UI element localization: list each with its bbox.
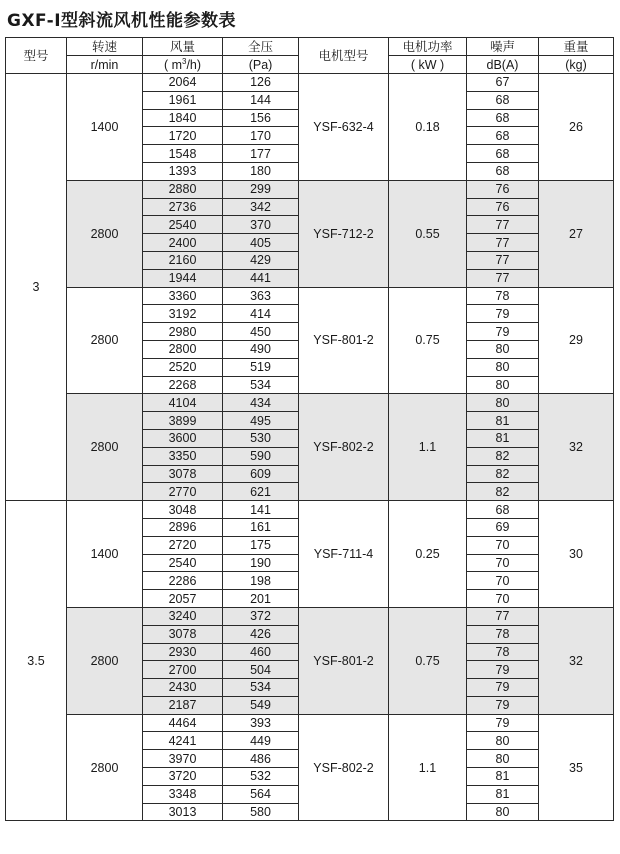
- pressure-cell: 156: [223, 109, 299, 127]
- pressure-cell: 495: [223, 412, 299, 430]
- model-cell: 3: [6, 74, 67, 501]
- power-cell: 0.75: [389, 287, 467, 394]
- flow-cell: 3899: [143, 412, 223, 430]
- flow-cell: 2770: [143, 483, 223, 501]
- weight-cell: 32: [539, 394, 614, 501]
- noise-cell: 76: [467, 180, 539, 198]
- weight-cell: 26: [539, 74, 614, 181]
- flow-cell: 2540: [143, 554, 223, 572]
- noise-cell: 78: [467, 287, 539, 305]
- flow-cell: 2736: [143, 198, 223, 216]
- noise-cell: 79: [467, 305, 539, 323]
- header-noise: 噪声: [467, 38, 539, 56]
- header-model: 型号: [6, 38, 67, 74]
- motor-cell: YSF-802-2: [299, 394, 389, 501]
- flow-cell: 2720: [143, 536, 223, 554]
- pressure-cell: 161: [223, 518, 299, 536]
- pressure-cell: 486: [223, 750, 299, 768]
- flow-cell: 2160: [143, 251, 223, 269]
- flow-cell: 3720: [143, 768, 223, 786]
- noise-cell: 82: [467, 465, 539, 483]
- flow-cell: 2896: [143, 518, 223, 536]
- flow-unit-pre: ( m: [163, 57, 182, 72]
- noise-cell: 70: [467, 590, 539, 608]
- flow-cell: 2520: [143, 358, 223, 376]
- pressure-cell: 519: [223, 358, 299, 376]
- noise-cell: 68: [467, 145, 539, 163]
- flow-cell: 2800: [143, 340, 223, 358]
- pressure-cell: 532: [223, 768, 299, 786]
- flow-cell: 2064: [143, 74, 223, 92]
- header-speed: 转速: [67, 38, 143, 56]
- flow-cell: 3048: [143, 501, 223, 519]
- flow-unit-post: /h): [186, 57, 202, 72]
- flow-cell: 1840: [143, 109, 223, 127]
- power-cell: 0.55: [389, 180, 467, 287]
- noise-cell: 81: [467, 412, 539, 430]
- power-cell: 0.75: [389, 607, 467, 714]
- speed-cell: 2800: [67, 287, 143, 394]
- pressure-cell: 370: [223, 216, 299, 234]
- power-cell: 0.18: [389, 74, 467, 181]
- table-body: [6, 74, 614, 821]
- flow-cell: 2880: [143, 180, 223, 198]
- flow-cell: 1944: [143, 269, 223, 287]
- noise-cell: 80: [467, 340, 539, 358]
- flow-cell: 3240: [143, 607, 223, 625]
- pressure-cell: 126: [223, 74, 299, 92]
- flow-cell: 1548: [143, 145, 223, 163]
- pressure-cell: 190: [223, 554, 299, 572]
- noise-cell: 77: [467, 251, 539, 269]
- noise-cell: 77: [467, 234, 539, 252]
- pressure-cell: 590: [223, 447, 299, 465]
- header-flow: 风量: [143, 38, 223, 56]
- weight-cell: 27: [539, 180, 614, 287]
- noise-cell: 79: [467, 679, 539, 697]
- pressure-cell: 141: [223, 501, 299, 519]
- header-power-unit: ( kW ): [389, 56, 467, 74]
- pressure-cell: 449: [223, 732, 299, 750]
- pressure-cell: 180: [223, 162, 299, 180]
- noise-cell: 80: [467, 803, 539, 821]
- flow-cell: 2980: [143, 323, 223, 341]
- noise-cell: 79: [467, 323, 539, 341]
- noise-cell: 80: [467, 750, 539, 768]
- noise-cell: 67: [467, 74, 539, 92]
- flow-cell: 3600: [143, 429, 223, 447]
- flow-cell: 3970: [143, 750, 223, 768]
- noise-cell: 68: [467, 91, 539, 109]
- noise-cell: 79: [467, 714, 539, 732]
- header-motor: 电机型号: [299, 38, 389, 74]
- flow-cell: 4464: [143, 714, 223, 732]
- speed-cell: 2800: [67, 394, 143, 501]
- pressure-cell: 363: [223, 287, 299, 305]
- noise-cell: 79: [467, 661, 539, 679]
- noise-cell: 82: [467, 483, 539, 501]
- pressure-cell: 372: [223, 607, 299, 625]
- pressure-cell: 144: [223, 91, 299, 109]
- motor-cell: YSF-801-2: [299, 607, 389, 714]
- pressure-cell: 434: [223, 394, 299, 412]
- pressure-cell: 441: [223, 269, 299, 287]
- pressure-cell: 504: [223, 661, 299, 679]
- power-cell: 0.25: [389, 501, 467, 608]
- pressure-cell: 450: [223, 323, 299, 341]
- power-cell: 1.1: [389, 714, 467, 821]
- pressure-cell: 609: [223, 465, 299, 483]
- page-title: GXF-Ⅰ型斜流风机性能参数表: [7, 11, 237, 31]
- pressure-cell: 534: [223, 376, 299, 394]
- flow-cell: 4104: [143, 394, 223, 412]
- header-noise-unit: dB(A): [467, 56, 539, 74]
- flow-unit-sup: 3: [182, 56, 187, 66]
- flow-cell: 2540: [143, 216, 223, 234]
- pressure-cell: 534: [223, 679, 299, 697]
- header-pressure: 全压: [223, 38, 299, 56]
- pressure-cell: 201: [223, 590, 299, 608]
- noise-cell: 81: [467, 768, 539, 786]
- header-weight: 重量: [539, 38, 614, 56]
- table-row: [6, 74, 614, 92]
- pressure-cell: 429: [223, 251, 299, 269]
- flow-cell: 2187: [143, 696, 223, 714]
- pressure-cell: 564: [223, 785, 299, 803]
- speed-cell: 1400: [67, 501, 143, 608]
- pressure-cell: 460: [223, 643, 299, 661]
- noise-cell: 70: [467, 536, 539, 554]
- speed-cell: 2800: [67, 607, 143, 714]
- flow-cell: 2268: [143, 376, 223, 394]
- noise-cell: 76: [467, 198, 539, 216]
- motor-cell: YSF-632-4: [299, 74, 389, 181]
- noise-cell: 77: [467, 216, 539, 234]
- table-row: [6, 714, 614, 732]
- table-row: [6, 287, 614, 305]
- motor-cell: YSF-712-2: [299, 180, 389, 287]
- weight-cell: 32: [539, 607, 614, 714]
- noise-cell: 70: [467, 572, 539, 590]
- flow-cell: 2057: [143, 590, 223, 608]
- noise-cell: 80: [467, 732, 539, 750]
- motor-cell: YSF-711-4: [299, 501, 389, 608]
- flow-cell: 1961: [143, 91, 223, 109]
- pressure-cell: 393: [223, 714, 299, 732]
- pressure-cell: 170: [223, 127, 299, 145]
- flow-cell: 3348: [143, 785, 223, 803]
- flow-cell: 3078: [143, 465, 223, 483]
- pressure-cell: 490: [223, 340, 299, 358]
- weight-cell: 30: [539, 501, 614, 608]
- header-flow-unit: [143, 56, 223, 74]
- noise-cell: 80: [467, 394, 539, 412]
- model-cell: 3.5: [6, 501, 67, 821]
- flow-cell: 2430: [143, 679, 223, 697]
- header-power: 电机功率: [389, 38, 467, 56]
- noise-cell: 69: [467, 518, 539, 536]
- flow-cell: 4241: [143, 732, 223, 750]
- pressure-cell: 198: [223, 572, 299, 590]
- noise-cell: 68: [467, 127, 539, 145]
- pressure-cell: 426: [223, 625, 299, 643]
- flow-cell: 3192: [143, 305, 223, 323]
- pressure-cell: 580: [223, 803, 299, 821]
- noise-cell: 81: [467, 785, 539, 803]
- flow-cell: 3350: [143, 447, 223, 465]
- fan-performance-table: [5, 37, 614, 821]
- table-header: [6, 38, 614, 74]
- noise-cell: 79: [467, 696, 539, 714]
- pressure-cell: 549: [223, 696, 299, 714]
- table-row: [6, 501, 614, 519]
- noise-cell: 81: [467, 429, 539, 447]
- flow-cell: 1720: [143, 127, 223, 145]
- pressure-cell: 342: [223, 198, 299, 216]
- table-row: [6, 394, 614, 412]
- pressure-cell: 177: [223, 145, 299, 163]
- header-pressure-unit: (Pa): [223, 56, 299, 74]
- noise-cell: 78: [467, 643, 539, 661]
- flow-cell: 3078: [143, 625, 223, 643]
- noise-cell: 80: [467, 376, 539, 394]
- noise-cell: 78: [467, 625, 539, 643]
- motor-cell: YSF-801-2: [299, 287, 389, 394]
- pressure-cell: 175: [223, 536, 299, 554]
- header-speed-unit: r/min: [67, 56, 143, 74]
- power-cell: 1.1: [389, 394, 467, 501]
- pressure-cell: 530: [223, 429, 299, 447]
- speed-cell: 1400: [67, 74, 143, 181]
- pressure-cell: 621: [223, 483, 299, 501]
- speed-cell: 2800: [67, 714, 143, 821]
- noise-cell: 68: [467, 109, 539, 127]
- flow-cell: 1393: [143, 162, 223, 180]
- noise-cell: 77: [467, 269, 539, 287]
- table-row: [6, 180, 614, 198]
- noise-cell: 68: [467, 162, 539, 180]
- flow-cell: 3360: [143, 287, 223, 305]
- noise-cell: 70: [467, 554, 539, 572]
- speed-cell: 2800: [67, 180, 143, 287]
- noise-cell: 80: [467, 358, 539, 376]
- flow-cell: 2700: [143, 661, 223, 679]
- flow-cell: 2930: [143, 643, 223, 661]
- flow-cell: 2400: [143, 234, 223, 252]
- flow-cell: 3013: [143, 803, 223, 821]
- noise-cell: 82: [467, 447, 539, 465]
- weight-cell: 35: [539, 714, 614, 821]
- noise-cell: 68: [467, 501, 539, 519]
- pressure-cell: 405: [223, 234, 299, 252]
- flow-cell: 2286: [143, 572, 223, 590]
- header-weight-unit: (kg): [539, 56, 614, 74]
- pressure-cell: 414: [223, 305, 299, 323]
- motor-cell: YSF-802-2: [299, 714, 389, 821]
- pressure-cell: 299: [223, 180, 299, 198]
- noise-cell: 77: [467, 607, 539, 625]
- weight-cell: 29: [539, 287, 614, 394]
- table-row: [6, 607, 614, 625]
